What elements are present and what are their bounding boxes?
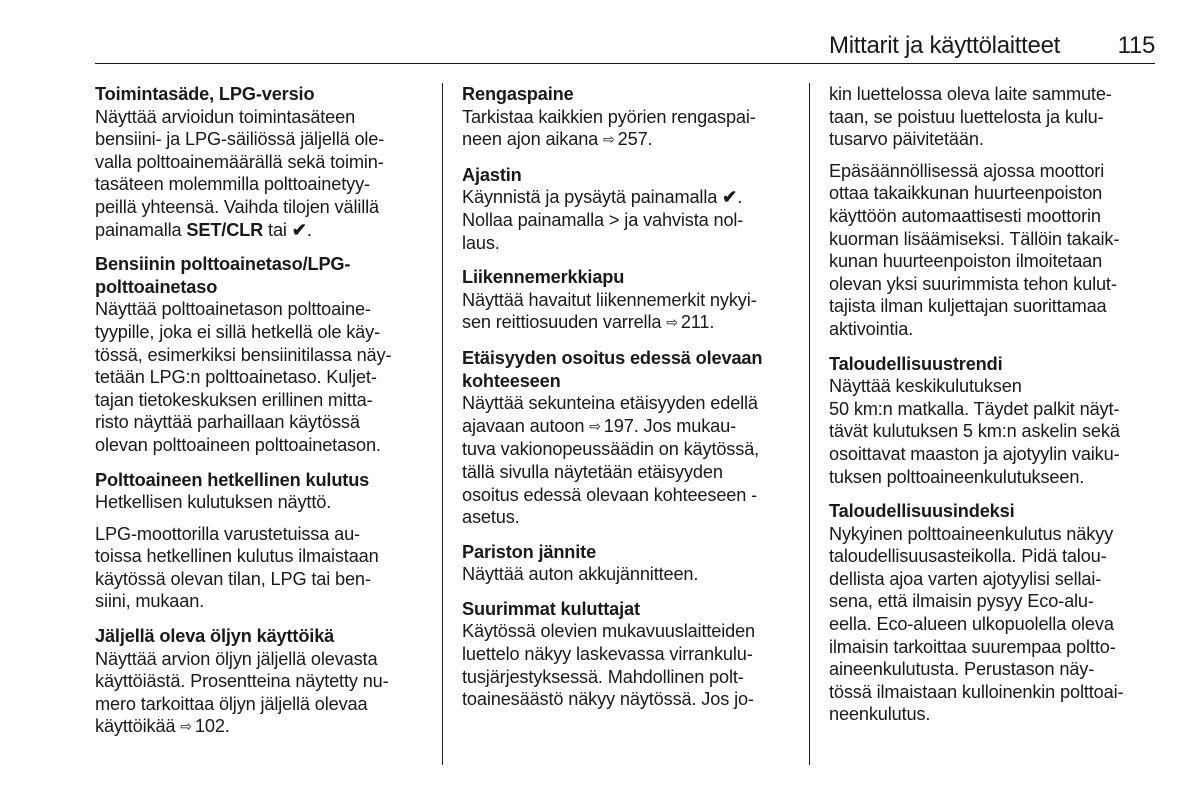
- text-line: olevan polttoaineen polttoainetason.: [95, 434, 381, 455]
- text-line: olevan yksi suurimmista tehon kulut-: [829, 273, 1117, 294]
- column-1: [95, 83, 420, 772]
- text-line: 50 km:n matkalla. Täydet palkit näyt-: [829, 398, 1120, 419]
- text-line: LPG-moottorilla varustetuissa au-: [95, 523, 360, 544]
- text-line: osoitus edessä olevaan kohteeseen -: [462, 484, 758, 505]
- text-line: dellista ajoa varten ajotyylisi sellai-: [829, 568, 1102, 589]
- text-line: eella. Eco-alueen ulkopuolella oleva: [829, 614, 1114, 635]
- section-main-consumers: [462, 598, 792, 711]
- section-heading: Jäljellä oleva öljyn käyttöikä: [95, 626, 335, 647]
- text-line: käyttöön automaattisesti moottorin: [829, 205, 1101, 226]
- text-line: ilmaisin tarkoittaa suurempaa poltto-: [829, 636, 1116, 657]
- text-line: toainesäästö näkyy näytössä. Jos jo-: [462, 689, 754, 710]
- check-icon: ✔: [722, 187, 738, 208]
- text-line: tuksen polttoaineenkulutukseen.: [829, 466, 1085, 487]
- text-line: taloudellisuusasteikolla. Pidä talou-: [829, 546, 1107, 567]
- section-timer: [462, 164, 792, 254]
- text-line: tällä sivulla näytetään etäisyyden: [462, 461, 723, 482]
- text-line: tasäteen molemmilla polttoainetyy-: [95, 174, 370, 195]
- text-line: tyypille, joka ei sillä hetkellä ole käy-: [95, 321, 380, 342]
- paragraph: [95, 523, 420, 613]
- text-line: siini, mukaan.: [95, 591, 205, 612]
- text-line: tetään LPG:n polttoainetaso. Kuljet-: [95, 367, 377, 388]
- section-traffic-sign-assist: [462, 266, 792, 335]
- section-title: Mittarit ja käyttölaitteet: [829, 32, 1060, 59]
- section-economy-index: [829, 500, 1159, 726]
- text-line: Hetkellisen kulutuksen näyttö.: [95, 492, 332, 513]
- text-line: sena, että ilmaisin pysyy Eco-alu-: [829, 591, 1094, 612]
- text-line: Nollaa painamalla > ja vahvista nol-: [462, 209, 744, 230]
- text-line: Näyttää arvioidun toimintasäteen: [95, 106, 356, 127]
- section-heading: Taloudellisuusindeksi: [829, 501, 1015, 522]
- section-heading: polttoainetaso: [95, 276, 218, 297]
- section-instant-consumption: [95, 469, 420, 614]
- text-line: [95, 219, 420, 242]
- text-line: käytössä olevan tilan, LPG tai ben-: [95, 568, 371, 589]
- text-span: .: [737, 187, 743, 208]
- text-line: tusarvo päivitetään.: [829, 129, 984, 150]
- text-line: Nykyinen polttoaineenkulutus näkyy: [829, 523, 1114, 544]
- button-name: SET/CLR: [186, 219, 264, 240]
- text-line: kuorman lisäämiseksi. Tällöin takaik-: [829, 228, 1120, 249]
- text-line: tajan tietokeskuksen erillinen mitta-: [95, 389, 373, 410]
- page-reference-link[interactable]: ⇨ 257.: [603, 129, 652, 149]
- page-reference-link[interactable]: ⇨ 211.: [666, 312, 714, 332]
- text-span: .: [306, 219, 312, 240]
- paragraph: [829, 160, 1159, 341]
- text-line: Tarkistaa kaikkien pyörien rengaspai-: [462, 106, 756, 127]
- text-line: käyttöiästä. Prosentteina näytetty nu-: [95, 671, 389, 692]
- text-line: [95, 715, 420, 739]
- text-line: tössä, esimerkiksi bensiinitilassa näy-: [95, 344, 392, 365]
- text-line: [462, 186, 792, 209]
- section-heading: Bensiinin polttoainetaso/LPG-: [95, 254, 351, 275]
- text-span: tai: [263, 219, 292, 240]
- text-span: neen ajon aikana: [462, 129, 604, 150]
- page-reference-link[interactable]: ⇨ 197. Jos mukau-: [589, 416, 736, 436]
- section-heading: Taloudellisuustrendi: [829, 353, 1003, 374]
- section-heading: kohteeseen: [462, 370, 561, 391]
- text-line: ottaa takaikkunan huurteenpoiston: [829, 183, 1103, 204]
- text-line: [462, 415, 792, 439]
- section-fuel-level: [95, 253, 420, 456]
- text-span: käyttöikää: [95, 716, 181, 737]
- page-number: 115: [1117, 32, 1155, 59]
- text-line: peillä yhteensä. Vaihda tilojen välillä: [95, 196, 379, 217]
- section-economy-trend: [829, 353, 1159, 489]
- text-line: asetus.: [462, 507, 520, 528]
- section-range-lpg: [95, 83, 420, 241]
- section-tyre-pressure: [462, 83, 792, 152]
- section-heading: Pariston jännite: [462, 541, 597, 562]
- section-following-distance: [462, 347, 792, 529]
- text-line: aineenkulutusta. Perustason näy-: [829, 659, 1095, 680]
- text-line: Näyttää auton akkujännitteen.: [462, 564, 699, 585]
- text-line: [462, 128, 792, 152]
- text-line: Epäsäännöllisessä ajossa moottori: [829, 160, 1105, 181]
- text-line: tössä ilmaistaan kulloinenkin polttoai-: [829, 681, 1124, 702]
- text-span: Käynnistä ja pysäytä painamalla: [462, 187, 723, 208]
- page-reference-link[interactable]: ⇨ 102.: [180, 716, 229, 736]
- text-line: bensiini- ja LPG-säiliössä jäljellä ole-: [95, 129, 385, 150]
- section-main-consumers-continued: [829, 83, 1159, 341]
- section-heading: Liikennemerkkiapu: [462, 267, 625, 288]
- column-2: [462, 83, 792, 772]
- text-line: tajista ilman kuljettajan suorittamaa: [829, 296, 1107, 317]
- section-heading: Ajastin: [462, 164, 522, 185]
- text-line: osoittavat maaston ja ajotyylin vaiku-: [829, 443, 1120, 464]
- section-heading: Toimintasäde, LPG-versio: [95, 84, 315, 104]
- section-heading: Etäisyyden osoitus edessä olevaan: [462, 347, 763, 368]
- text-line: tuva vakionopeussäädin on käytössä,: [462, 439, 760, 460]
- check-icon: ✔: [291, 219, 307, 240]
- text-line: tävät kulutuksen 5 km:n askelin sekä: [829, 421, 1120, 442]
- section-oil-life: [95, 625, 420, 739]
- column-divider: [442, 83, 443, 765]
- page-header: [95, 30, 1155, 64]
- text-line: risto näyttää parhaillaan käytössä: [95, 412, 360, 433]
- text-span: sen reittiosuuden varrella: [462, 312, 667, 333]
- text-line: tusjärjestyksessä. Mahdollinen polt-: [462, 666, 744, 687]
- text-span: ajavaan autoon: [462, 415, 590, 436]
- text-line: toissa hetkellinen kulutus ilmaistaan: [95, 546, 379, 567]
- text-line: kin luettelossa oleva laite sammute-: [829, 84, 1112, 104]
- text-line: laus.: [462, 232, 500, 253]
- text-line: neenkulutus.: [829, 704, 931, 725]
- section-battery-voltage: [462, 541, 792, 586]
- text-line: Näyttää keskikulutuksen: [829, 376, 1022, 397]
- text-span: painamalla: [95, 219, 187, 240]
- text-line: taan, se poistuu luettelosta ja kulu-: [829, 106, 1104, 127]
- column-3: [829, 83, 1159, 772]
- text-line: Näyttää arvion öljyn jäljellä olevasta: [95, 648, 378, 669]
- section-heading: Suurimmat kuluttajat: [462, 598, 640, 619]
- text-line: aktivointia.: [829, 318, 914, 339]
- text-line: luettelo näkyy laskevassa virrankulu-: [462, 644, 753, 665]
- text-line: Näyttää sekunteina etäisyyden edellä: [462, 393, 758, 414]
- text-line: Käytössä olevien mukavuuslaitteiden: [462, 621, 755, 642]
- text-line: valla polttoainemäärällä sekä toimin-: [95, 151, 384, 172]
- column-divider: [809, 83, 810, 765]
- text-line: Näyttää havaitut liikennemerkit nykyi-: [462, 289, 757, 310]
- section-heading: Rengaspaine: [462, 84, 574, 104]
- text-line: [462, 311, 792, 335]
- text-line: mero tarkoittaa öljyn jäljellä olevaa: [95, 693, 368, 714]
- text-line: Näyttää polttoainetason polttoaine-: [95, 299, 371, 320]
- text-line: kunan huurteenpoiston ilmoitetaan: [829, 251, 1103, 272]
- section-heading: Polttoaineen hetkellinen kulutus: [95, 469, 370, 490]
